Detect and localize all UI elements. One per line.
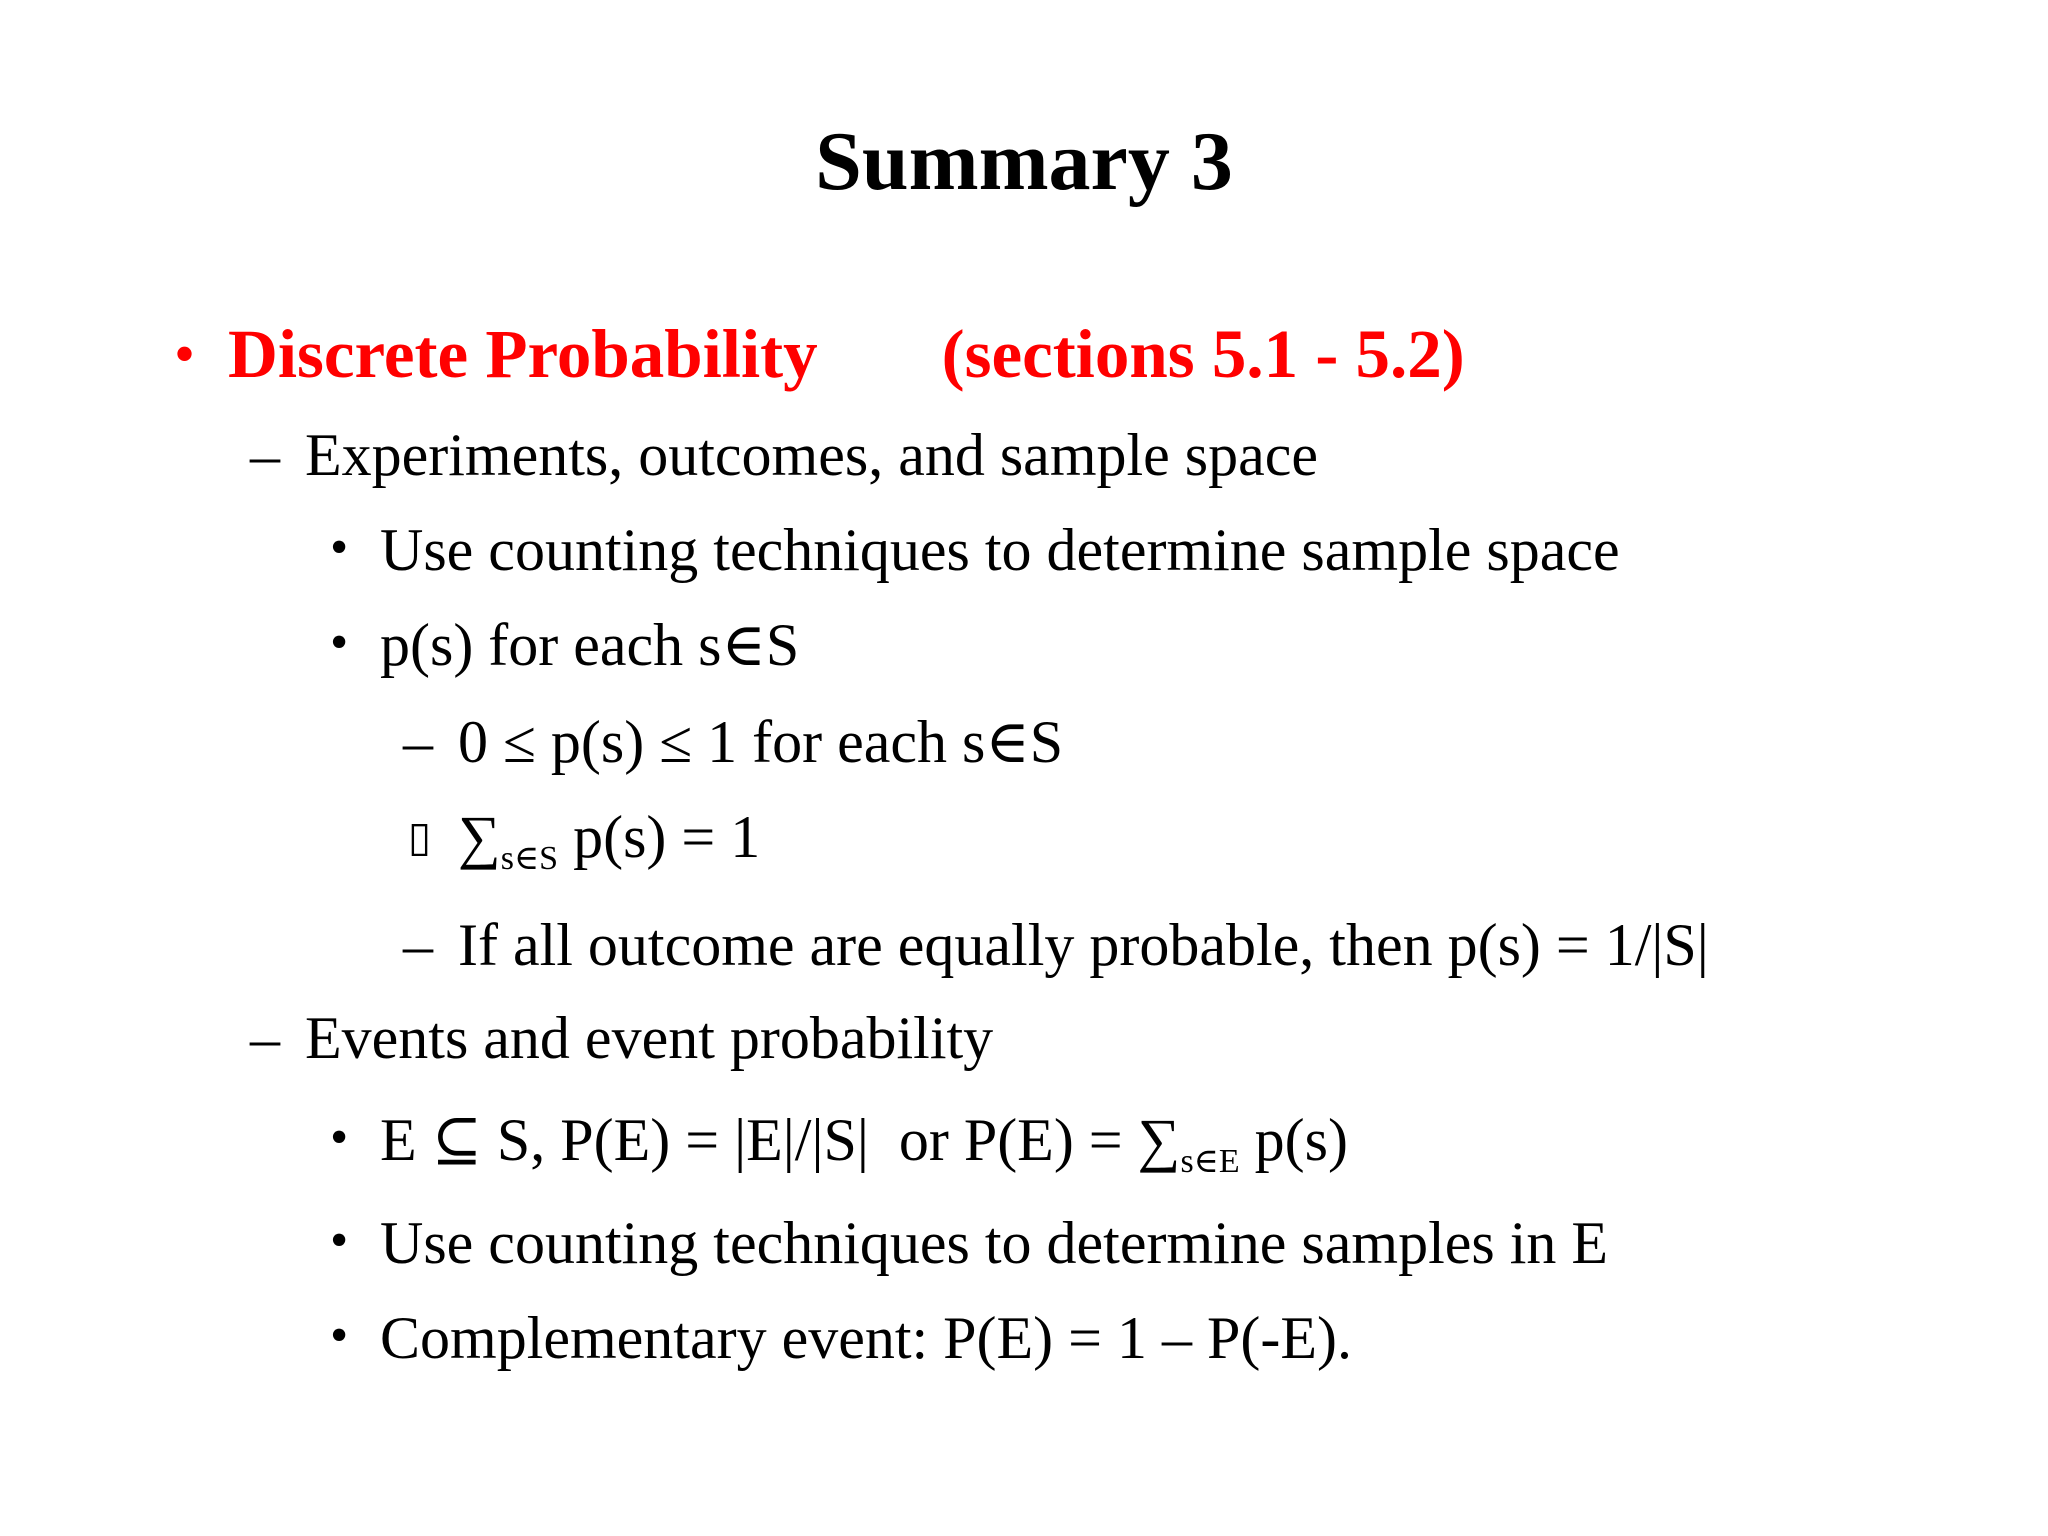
heading-sections: (sections 5.1 - 5.2) [941, 316, 1465, 392]
bullet-marker: • [330, 519, 349, 576]
dash-marker: – [403, 912, 433, 978]
list-item-text: Complementary event: P(E) = 1 – P(-E). [380, 1305, 1352, 1371]
bullet-marker: • [330, 1307, 349, 1364]
bullet-marker: • [330, 1109, 349, 1166]
list-item-p-of-s [330, 605, 800, 685]
list-item-text: Events and event probability [305, 1005, 994, 1071]
dash-marker: – [403, 709, 433, 775]
list-item-complementary-event [330, 1298, 1352, 1378]
dash-marker: – [250, 1005, 280, 1071]
missing-glyph-box: ▯ [408, 812, 432, 861]
formula-prefix: E ⊆ S, P(E) = |E|/|S| or P(E) = [380, 1107, 1138, 1173]
list-item-experiments [250, 415, 1319, 495]
list-item-text: Use counting techniques to determine samples in E [380, 1210, 1609, 1276]
bullet-marker: • [330, 614, 349, 671]
list-item-p-bounds [403, 702, 1064, 782]
list-item-equally-probable [403, 905, 1709, 985]
heading-discrete-probability [174, 314, 1465, 394]
list-item-text: Experiments, outcomes, and sample space [305, 422, 1319, 488]
bullet-marker: • [330, 1212, 349, 1269]
slide-title: Summary 3 [815, 115, 1233, 208]
list-item-text: If all outcome are equally probable, then p(s) = 1/|S| [458, 912, 1709, 978]
list-item-sum-equals-one [408, 797, 761, 899]
list-item-event-probability-formula [330, 1100, 1348, 1202]
list-item-text: Use counting techniques to determine sample space [380, 517, 1620, 583]
list-item-counting-samples-in-e [330, 1203, 1609, 1283]
list-item-counting-sample-space [330, 510, 1620, 590]
sigma-symbol: ∑ [1137, 1107, 1181, 1173]
formula-rest: p(s) [1239, 1107, 1348, 1173]
list-item-events [250, 998, 994, 1078]
sigma-symbol: ∑ [458, 804, 501, 870]
heading-bullet: • [174, 321, 196, 387]
dash-marker: – [250, 422, 280, 488]
formula-rest: p(s) = 1 [558, 804, 761, 870]
list-item-text: p(s) for each s∈S [380, 612, 800, 678]
sigma-subscript: s∈S [500, 840, 559, 877]
heading-topic: Discrete Probability [228, 316, 818, 392]
list-item-text: 0 ≤ p(s) ≤ 1 for each s∈S [458, 709, 1064, 775]
sigma-subscript: s∈E [1180, 1143, 1240, 1180]
